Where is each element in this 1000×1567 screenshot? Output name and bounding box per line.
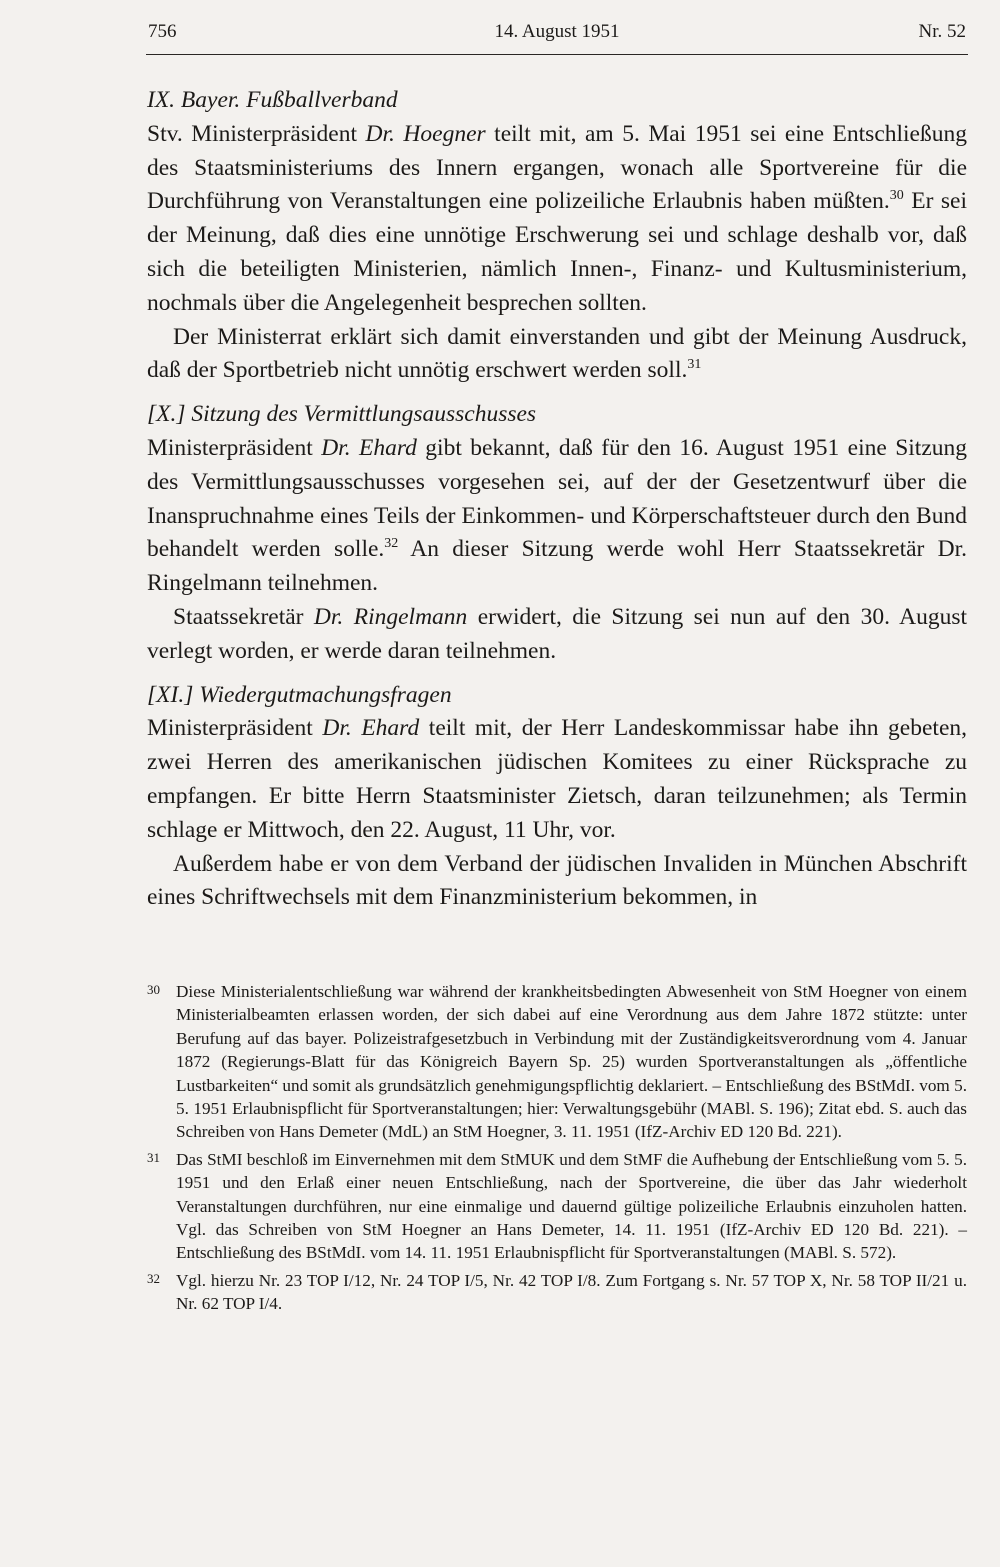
paragraph [147, 432, 967, 601]
footnote-reference[interactable]: 32 [384, 536, 399, 552]
text-run: Außerdem habe er von dem Verband der jüdischen Invaliden in München Abschrift eines Schriftwechsels mit dem Finanzministerium bekommen, in [147, 850, 967, 911]
person-name: Dr. Ehard [322, 715, 420, 742]
paragraph [147, 601, 967, 669]
person-name: Dr. Ehard [321, 434, 417, 461]
paragraph [147, 118, 967, 321]
footnote-text: Vgl. hierzu Nr. 23 TOP I/12, Nr. 24 TOP I/5, Nr. 42 TOP I/8. Zum Fortgang s. Nr. 57 TOP X, Nr. 58 TOP II/21 u. Nr. 62 TOP I/4. [176, 1270, 967, 1314]
paragraph [147, 321, 967, 389]
text-run: erwidert, die Sitzung sei nun auf den 30. August verlegt worden, er werde daran teilnehmen. [147, 603, 967, 664]
footnote-number: 30 [147, 982, 160, 997]
person-name: Dr. Ringelmann [313, 603, 468, 630]
text-run: An dieser Sitzung werde wohl Herr Staatssekretär Dr. Ringelmann teilnehmen. [147, 536, 967, 597]
header-rule [146, 54, 968, 55]
text-run: teilt mit, der Herr Landeskommissar habe ihn gebeten, zwei Herren des amerikanischen jüdischen Komitees zu einer Rücksprache zu empfangen. Er bitte Herrn Staatsminister Zietsch, daran teilzunehmen; als Termin schlage er Mittwoch, den 22. August, 11 Uhr, vor. [147, 715, 968, 843]
text-run: Ministerpräsident [147, 434, 322, 461]
section-heading: IX. Bayer. Fußballverband [147, 87, 398, 113]
page-number: 756 [148, 21, 177, 42]
footnote-number: 31 [147, 1149, 160, 1165]
text-run: Stv. Ministerpräsident [147, 120, 366, 147]
section-heading: [XI.] Wiedergutmachungsfragen [147, 681, 452, 708]
text-run: Ministerpräsident [147, 715, 323, 742]
footnote-reference[interactable]: 30 [889, 188, 904, 204]
footnote [147, 1148, 967, 1265]
main-text [147, 84, 967, 915]
footnote-reference[interactable]: 31 [687, 357, 702, 373]
running-header [148, 20, 966, 50]
footnotes [147, 980, 967, 1320]
footnote [147, 1269, 967, 1316]
text-run: Der Ministerrat erklärt sich damit einverstanden und gibt der Meinung Ausdruck, daß der Sportbetrieb nicht unnötig erschwert werden soll. [147, 323, 967, 384]
paragraph [147, 848, 967, 916]
text-run: Staatssekretär [173, 603, 314, 630]
text-run: gibt bekannt, daß für den 16. August 1951 eine Sitzung des Vermittlungsausschusses vorgesehen sei, auf der der Gesetzentwurf über die Inanspruchnahme eines Teils der Einkommen- und Körperschaftsteuer durch den Bund behandelt werden solle. [147, 434, 967, 563]
document-number: Nr. 52 [918, 21, 966, 42]
header-date: 14. August 1951 [494, 21, 620, 42]
person-name: Dr. Hoegner [365, 120, 486, 147]
text-run: teilt mit, am 5. Mai 1951 sei eine Entschließung des Staatsministeriums des Innern ergangen, wonach alle Sportvereine für die Durchführung von Veranstaltungen eine polizeiliche Erlaubnis haben müßten. [147, 120, 967, 215]
text-run: Er sei der Meinung, daß dies eine unnötige Erschwerung sei und schlage deshalb vor, daß sich die beteiligten Ministerien, nämlich Innen-, Finanz- und Kultusministerium, nochmals über die Angelegenheit besprechen sollten. [147, 188, 967, 316]
paragraph [147, 712, 967, 847]
footnote-number: 32 [147, 1270, 160, 1286]
section-heading: [X.] Sitzung des Vermittlungsausschusses [147, 401, 537, 428]
footnote-text: Diese Ministerialentschließung war während der krankheitsbedingten Abwesenheit von StM Hoegner von einem Ministerialbeamten erlassen worden, der sich dabei auf eine Verordnung aus dem Jahre 1872 stützte: unter Berufung auf das bayer. Polizeistrafgesetzbuch in Verbindung mit der Zuständigkeitsverordnung vom 4. Januar 1872 (Regierungs-Blatt für das Königreich Bayern Sp. 25) wurden Sportveranstaltungen als „öffentliche Lustbarkeiten“ und somit als grundsätzlich genehmigungspflichtig deklariert. – Entschließung des BStMdI. vom 5. 5. 1951 Erlaubnispflicht für Sportveranstaltungen; hier: Verwaltungsgebühr (MABl. S. 196); Zitat ebd. S. auch das Schreiben von Hans Demeter (MdL) an StM Hoegner, 3. 11. 1951 (IfZ-Archiv ED 120 Bd. 221). [176, 982, 967, 1142]
footnote-text: Das StMI beschloß im Einvernehmen mit dem StMUK und dem StMF die Aufhebung der Entschließung vom 5. 5. 1951 und den Erlaß einer neuen Entschließung, nach der Sportvereine, die über das Jahr wiederholt Veranstaltungen durchführen, nur eine einmalige und dauernd gültige polizeiliche Erlaubnis einzuholen hatten. Vgl. das Schreiben von StM Hoegner an Hans Demeter, 14. 11. 1951 (IfZ-Archiv ED 120 Bd. 221). – Entschließung des BStMdI. vom 14. 11. 1951 Erlaubnispflicht für Sportveranstaltungen (MABl. S. 572). [176, 1149, 967, 1263]
footnote [147, 980, 967, 1144]
